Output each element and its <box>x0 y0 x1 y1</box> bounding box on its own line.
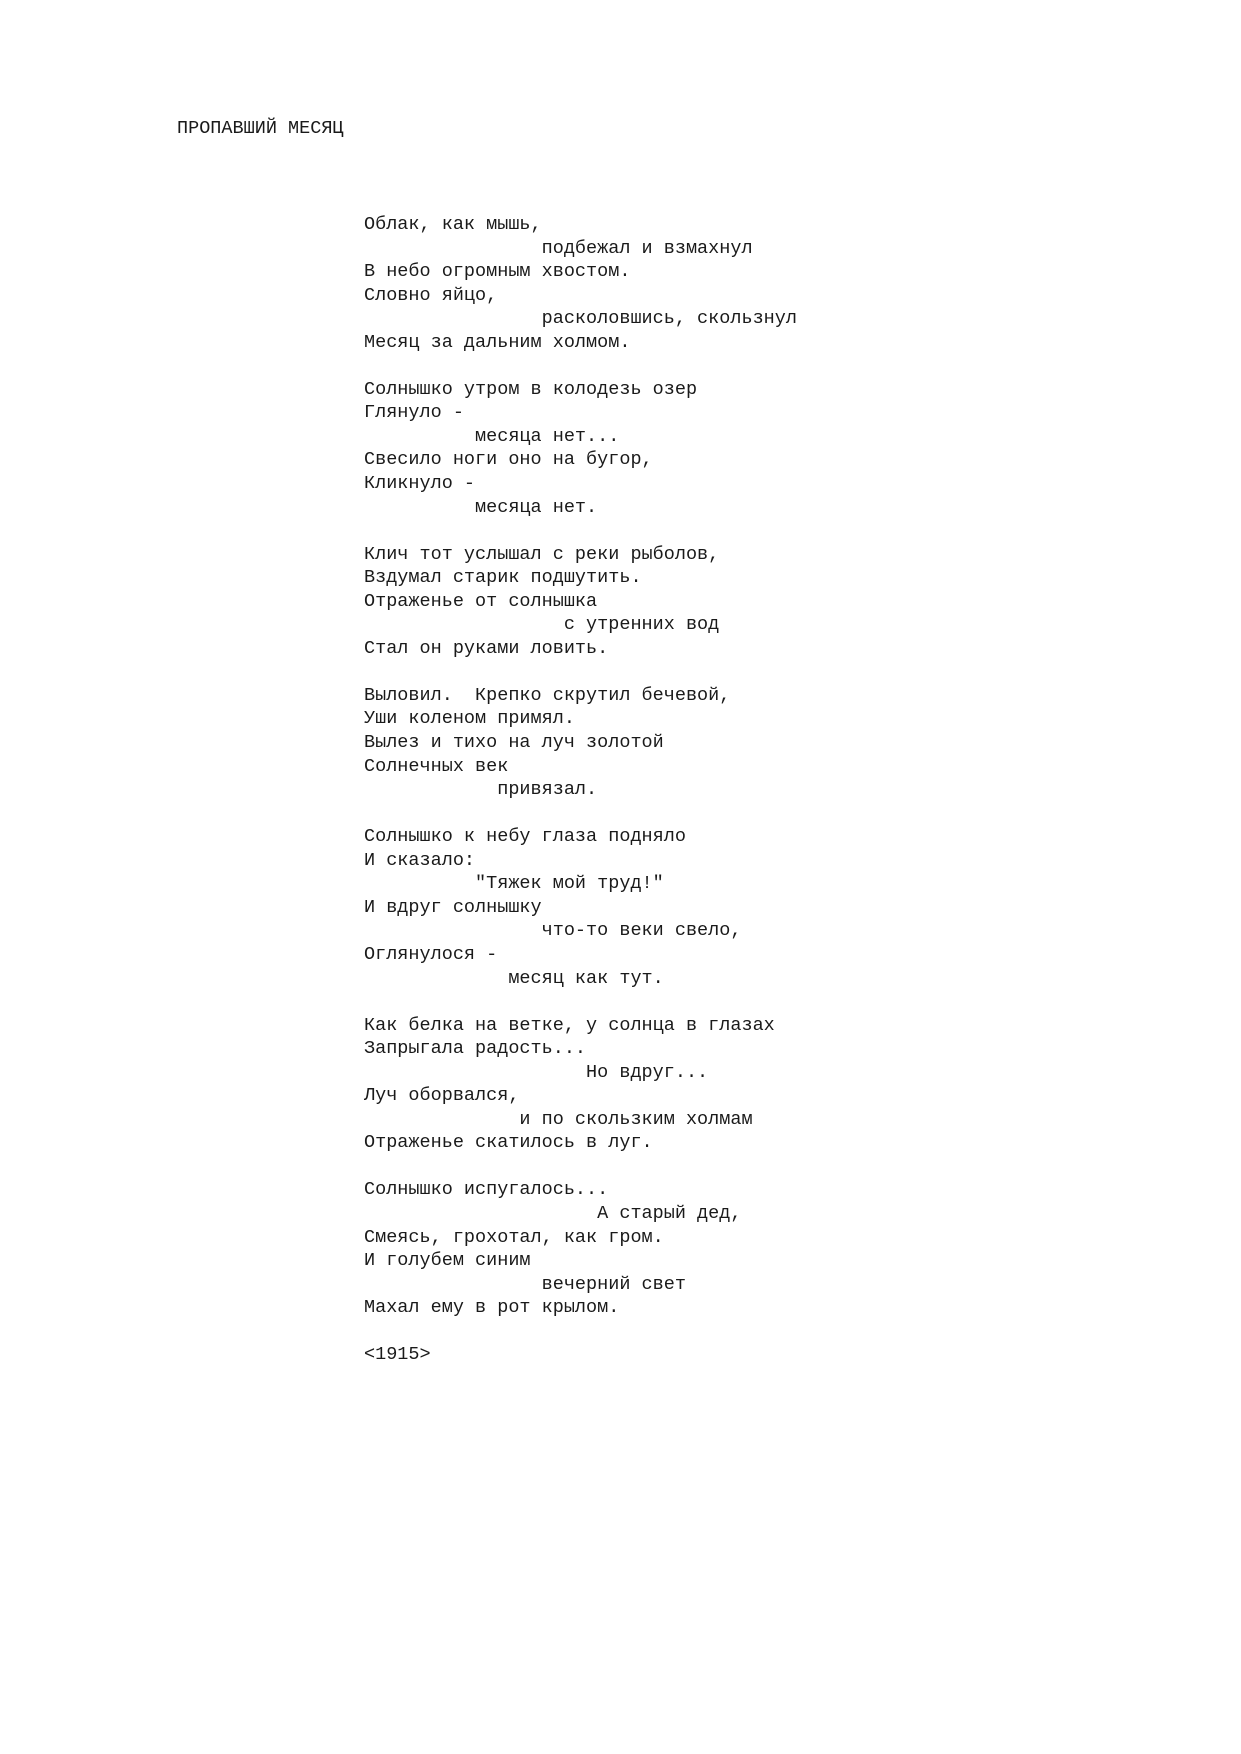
poem-line: вечерний свет <box>364 1273 686 1295</box>
poem-line: Солнечных век <box>364 755 509 777</box>
poem-line: Но вдруг... <box>364 1061 709 1083</box>
stanza-break <box>364 1320 797 1344</box>
poem-title: ПРОПАВШИЙ МЕСЯЦ <box>177 118 344 139</box>
poem-line: Солнышко утром в колодезь озер <box>364 378 698 400</box>
poem-line: месяца нет. <box>364 496 598 518</box>
poem-body <box>364 213 797 1367</box>
poem-line: расколовшись, скользнул <box>364 308 797 330</box>
poem-line: Солнышко к небу глаза подняло <box>364 826 686 848</box>
poem-line: Выловил. Крепко скрутил бечевой, <box>364 684 731 706</box>
stanza-break <box>364 990 797 1014</box>
poem-line: Махал ему в рот крылом. <box>364 1297 620 1319</box>
poem-line: Запрыгала радость... <box>364 1038 587 1060</box>
poem-line: Уши коленом примял. <box>364 708 575 730</box>
poem-line: что-то веки свело, <box>364 920 742 942</box>
poem-line: <1915> <box>364 1344 431 1366</box>
poem-line: И сказало: <box>364 849 476 871</box>
poem-line: Свесило ноги оно на бугор, <box>364 449 653 471</box>
poem-line: привязал. <box>364 779 598 801</box>
poem-line: Солнышко испугалось... <box>364 1179 609 1201</box>
poem-line: И вдруг солнышку <box>364 896 542 918</box>
poem-line: Месяц за дальним холмом. <box>364 331 631 353</box>
poem-line: Кликнуло - <box>364 473 476 495</box>
poem-line: Глянуло - <box>364 402 464 424</box>
poem-line: Отраженье скатилось в луг. <box>364 1132 653 1154</box>
poem-line: Вздумал старик подшутить. <box>364 567 642 589</box>
poem-line: Как белка на ветке, у солнца в глазах <box>364 1014 775 1036</box>
stanza-break <box>364 354 797 378</box>
poem-line: Словно яйцо, <box>364 284 498 306</box>
poem-line: и по скользким холмам <box>364 1108 753 1130</box>
poem-line: Отраженье от солнышка <box>364 590 598 612</box>
poem-line: А старый дед, <box>364 1202 742 1224</box>
poem-line: Клич тот услышал с реки рыболов, <box>364 543 720 565</box>
poem-line: Смеясь, грохотал, как гром. <box>364 1226 664 1248</box>
poem-line: "Тяжек мой труд!" <box>364 873 664 895</box>
poem-line: И голубем синим <box>364 1250 531 1272</box>
poem-line: Стал он руками ловить. <box>364 637 609 659</box>
poem-line: Оглянулося - <box>364 943 498 965</box>
poem-line: подбежал и взмахнул <box>364 237 753 259</box>
poem-line: Облак, как мышь, <box>364 214 542 235</box>
stanza-break <box>364 802 797 826</box>
poem-line: месяца нет... <box>364 425 620 447</box>
poem-line: Вылез и тихо на луч золотой <box>364 732 664 754</box>
stanza-break <box>364 660 797 684</box>
poem-line: Луч оборвался, <box>364 1085 520 1107</box>
poem-line: В небо огромным хвостом. <box>364 261 631 283</box>
poem-line: месяц как тут. <box>364 967 664 989</box>
stanza-break <box>364 1155 797 1179</box>
stanza-break <box>364 519 797 543</box>
poem-line: с утренних вод <box>364 614 720 636</box>
